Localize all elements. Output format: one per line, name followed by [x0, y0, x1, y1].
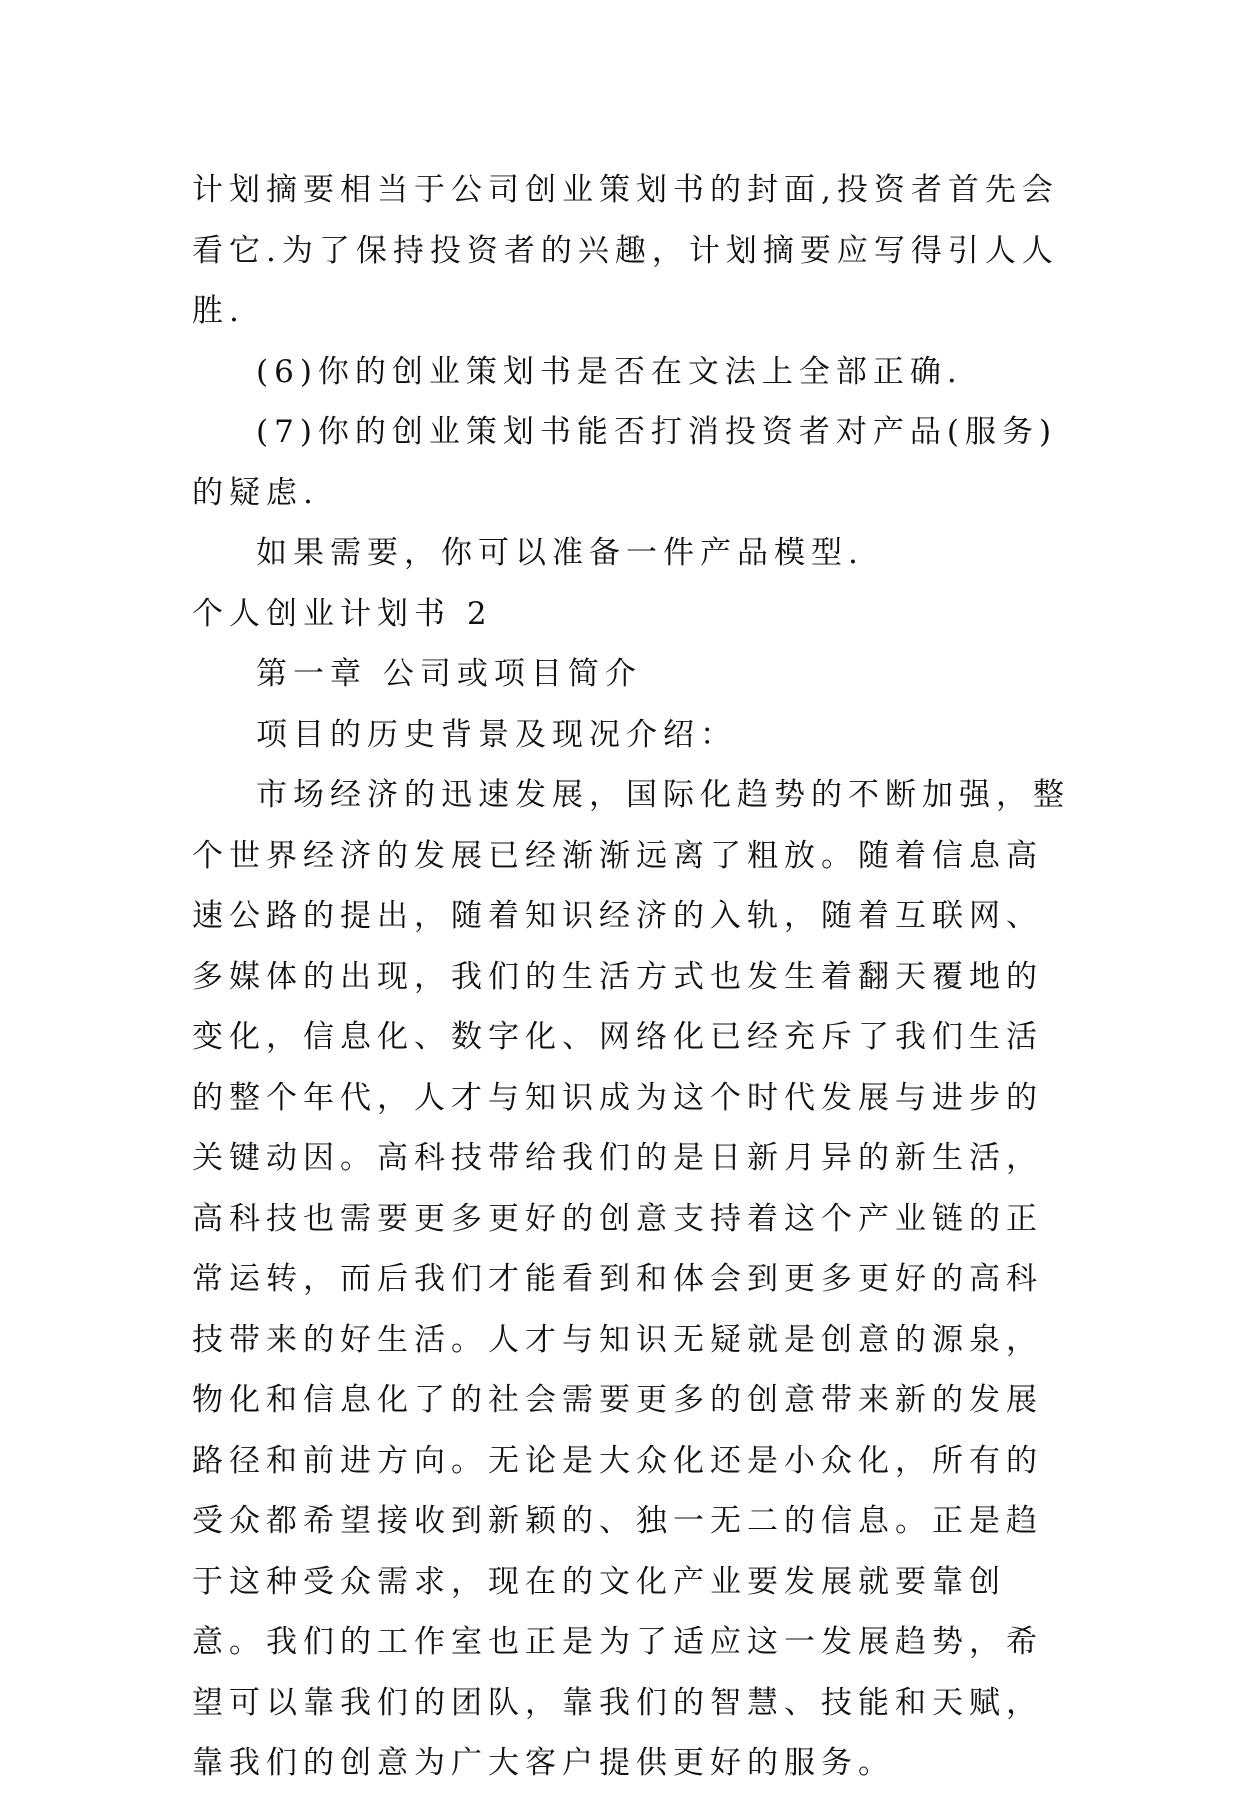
paragraph-item-7: (7)你的创业策划书能否打消投资者对产品(服务)的疑虑. [192, 414, 1058, 511]
document-body [192, 160, 1072, 1794]
paragraph-product-model: 如果需要，你可以准备一件产品模型. [256, 535, 864, 571]
section-heading: 个人创业计划书 2 [192, 595, 493, 632]
subheading-background: 项目的历史背景及现况介绍： [256, 716, 737, 753]
paragraph-item-6: (6)你的创业策划书是否在文法上全部正确. [256, 353, 963, 390]
chapter-heading: 第一章 公司或项目简介 [256, 656, 642, 692]
paragraph-plan-summary: 计划摘要相当于公司创业策划书的封面,投资者首先会看它.为了保持投资者的兴趣，计划摘要应写得引人人胜. [192, 172, 1059, 329]
paragraph-market-background: 市场经济的迅速发展，国际化趋势的不断加强，整个世界经济的发展已经渐渐远离了粗放。随着信息高速公路的提出，随着知识经济的入轨，随着互联网、多媒体的出现，我们的生活方式也发生着翻天覆地的变化，信息化、数字化、网络化已经充斥了我们生活的整个年代，人才与知识成为这个时代发展与进步的关键动因。高科技带给我们的是日新月异的新生活，高科技也需要更多更好的创意支持着这个产业链的正常运转，而后我们才能看到和体会到更多更好的高科技带来的好生活。人才与知识无疑就是创意的源泉，物化和信息化了的社会需要更多的创意带来新的发展路径和前进方向。无论是大众化还是小众化，所有的受众都希望接收到新颖的、独一无二的信息。正是趋于这种受众需求，现在的文化产业要发展就要靠创意。我们的工作室也正是为了适应这一发展趋势，希望可以靠我们的团队，靠我们的智慧、技能和天赋，靠我们的创意为广大客户提供更好的服务。 [192, 777, 1070, 1781]
